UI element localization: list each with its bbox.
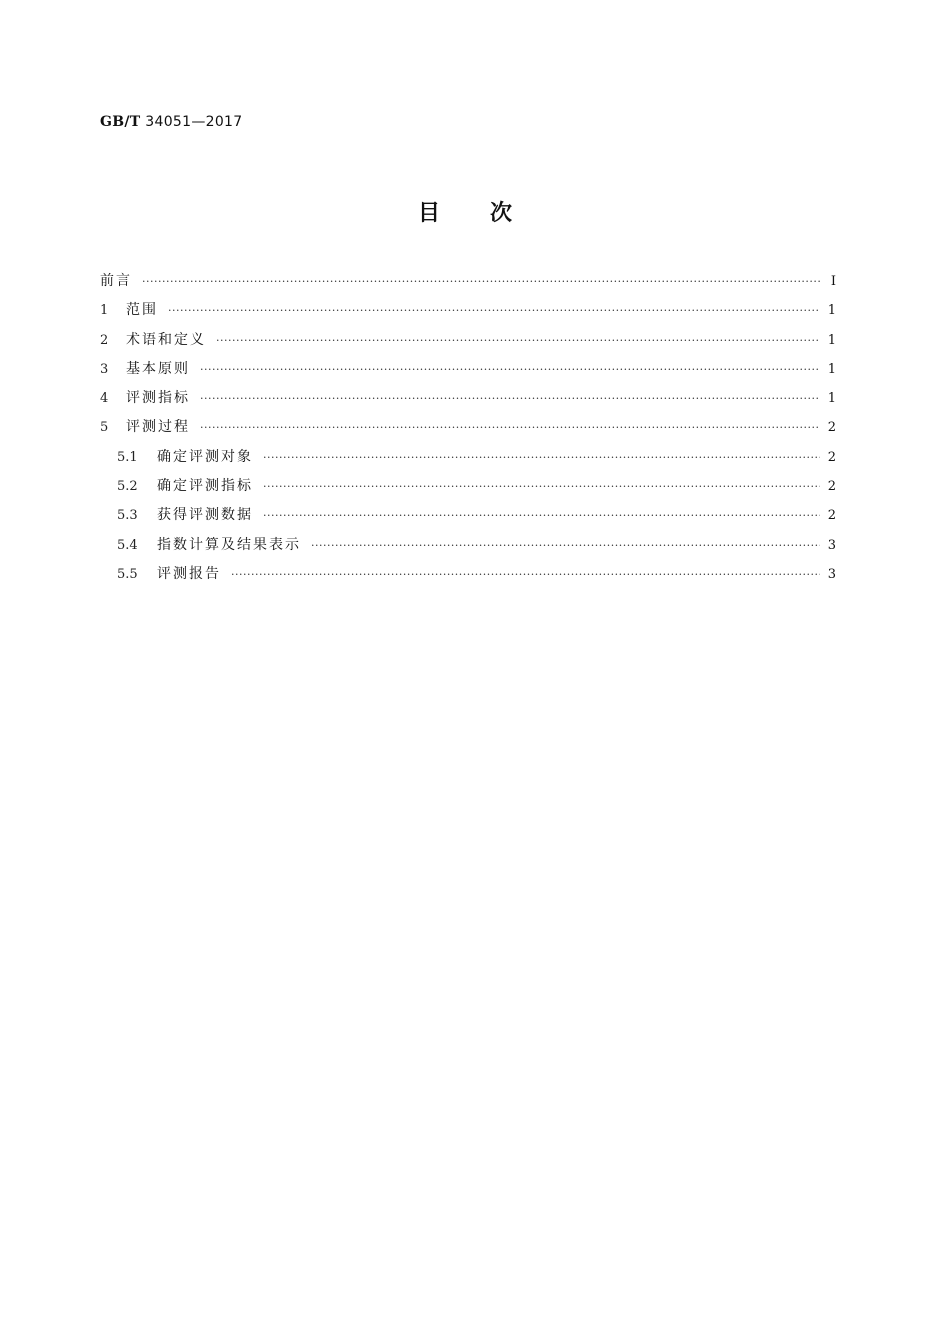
toc-entry-number: 5.1 xyxy=(117,449,138,465)
toc-entry-5-4[interactable] xyxy=(100,534,836,563)
toc-entry-2[interactable] xyxy=(100,329,836,358)
toc-entry-page: 2 xyxy=(827,420,836,436)
toc-entry-number: 1 xyxy=(100,303,109,319)
toc-entry-label: 评测过程 xyxy=(126,419,190,436)
toc-entry-page: 1 xyxy=(827,303,836,319)
toc-leader-dots xyxy=(200,392,820,405)
toc-entry-foreword[interactable] xyxy=(100,270,836,299)
toc-entry-number: 5.2 xyxy=(117,479,138,495)
table-of-contents xyxy=(100,270,836,592)
toc-leader-dots xyxy=(231,568,820,581)
toc-entry-page: 2 xyxy=(827,449,836,465)
toc-entry-label: 确定评测对象 xyxy=(157,448,253,465)
toc-entry-label: 基本原则 xyxy=(126,360,190,377)
toc-entry-3[interactable] xyxy=(100,358,836,387)
toc-entry-4[interactable] xyxy=(100,387,836,416)
toc-entry-page: 1 xyxy=(827,391,836,407)
toc-entry-label: 术语和定义 xyxy=(126,331,206,348)
toc-leader-dots xyxy=(263,451,820,464)
toc-entry-5[interactable] xyxy=(100,416,836,445)
toc-entry-number: 5.5 xyxy=(117,566,138,582)
standard-prefix: GB/T xyxy=(100,114,141,130)
toc-entry-page: 2 xyxy=(827,479,836,495)
toc-entry-number: 2 xyxy=(100,332,109,348)
toc-leader-dots xyxy=(200,421,820,434)
toc-entry-label: 评测指标 xyxy=(126,390,190,407)
toc-entry-label: 范围 xyxy=(126,302,158,319)
toc-entry-number: 5.3 xyxy=(117,508,138,524)
toc-entry-page: 1 xyxy=(827,361,836,377)
toc-entry-1[interactable] xyxy=(100,299,836,328)
toc-entry-page: 1 xyxy=(827,332,836,348)
standard-code xyxy=(100,114,242,130)
toc-entry-number: 5.4 xyxy=(117,537,138,553)
toc-entry-number: 4 xyxy=(100,391,109,407)
toc-entry-page: Ⅰ xyxy=(830,274,836,289)
toc-entry-page: 3 xyxy=(827,566,836,582)
toc-entry-page: 3 xyxy=(827,537,836,553)
toc-leader-dots xyxy=(311,539,820,552)
toc-entry-5-1[interactable] xyxy=(100,446,836,475)
toc-leader-dots xyxy=(263,480,820,493)
toc-entry-5-2[interactable] xyxy=(100,475,836,504)
toc-entry-label: 获得评测数据 xyxy=(157,507,253,524)
toc-leader-dots xyxy=(263,509,820,522)
toc-leader-dots xyxy=(168,304,820,317)
toc-entry-label: 确定评测指标 xyxy=(157,478,253,495)
toc-entry-page: 2 xyxy=(827,508,836,524)
toc-entry-label: 指数计算及结果表示 xyxy=(157,536,301,553)
standard-number: 34051—2017 xyxy=(145,114,243,130)
toc-entry-5-5[interactable] xyxy=(100,563,836,592)
toc-leader-dots xyxy=(200,363,820,376)
toc-entry-label: 评测报告 xyxy=(157,565,221,582)
toc-leader-dots xyxy=(216,334,820,347)
toc-title: 目次 xyxy=(417,201,562,226)
toc-entry-number: 3 xyxy=(100,361,109,377)
toc-leader-dots xyxy=(142,275,820,288)
toc-entry-number: 5 xyxy=(100,420,109,436)
toc-entry-label: 前言 xyxy=(100,273,132,289)
toc-entry-5-3[interactable] xyxy=(100,504,836,533)
